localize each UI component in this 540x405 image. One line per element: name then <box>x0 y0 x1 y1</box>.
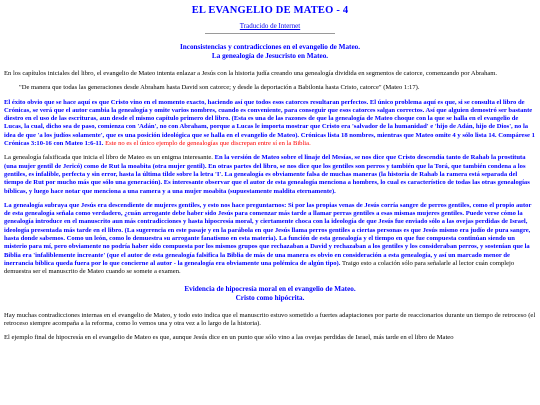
paragraph-enigma <box>4 154 536 195</box>
title-divider <box>205 33 335 34</box>
paragraph-final-example: El ejemplo final de hipocresía en el evangelio de Mateo es que, aunque Jesús dice en un punto que sólo vino a las ovejas perdidas de Israel, más tarde en el libro de Mateo <box>4 334 454 342</box>
paragraph-gentile <box>4 202 536 277</box>
paragraph-intro: En los capítulos iniciales del libro, el evangelio de Mateo intenta enlazar a Jesús con la historia judía creando una genealogía dividida en segmentos de catorce, comenzando por Abraham. <box>4 70 498 77</box>
page-title: EL EVANGELIO DE MATEO - 4 <box>191 5 349 16</box>
section-heading-line: Evidencia de hipocresía moral en el evangelio de Mateo. <box>184 284 356 293</box>
highlighted-text: En la versión de Mateo sobre el linaje del Mesías, se nos dice que Cristo descendía tanto de Rahab la prostituta (una mujer gentil de Jericó) como de Rut la moabita (otra mujer gentil). En otras partes del libro, se nos dice que los gentiles son perros y también que la Torá, que también condena a los gentiles, es infalible, perfecta y sin error, hasta la última tilde sobre la letra 'I'. La genealogía es obviamente falsa de muchas maneras (la historia de Rahab la ramera está separada del tiempo de Rut por mucho más que sólo una generación). Es interesante observar que el autor de esta genealogía menciona a hombres, lo cual es característico de todas las otras genealogías bíblicas, y luego hace notar que menciona a una ramera y a una mujer moabita (supuestamente maldita eternamente). <box>4 154 530 195</box>
plain-text: Traigo esto a colación sólo para señalarle al lector cuán complejo demuestra ser el manuscrito de Mateo cuando se somete a examen. <box>4 259 515 276</box>
highlighted-text: La genealogía subraya que Jesús era descendiente de mujeres gentiles, y esto nos hace preguntarnos: Si por las propias venas de Jesús corría sangre de perros gentiles, como el propio autor de esta genealogía señala como verdadero, ¿cuán arrogante debe haber sido Jesús para comenzar más tarde a llamar perras gentiles a esas mismas mujeres gentiles. Puede verse cómo la genealogía introduce en el manuscrito aun más contradicciones y hasta hipocresía moral, y ciertamente choca con la ideología de que Jesús fue enviado sólo a las ovejas perdidas de Israel, ideología presentada más tarde en el libro. (La sugerencia en este pasaje y en la parábola en que Jesús llama perros gentiles a ciertas personas es que Jesús mismo era judío de pura sangre, hasta donde sabemos. Como un león, como lo demuestra su arrogante fanatismo en esta materia). La función de esta genealogía y el tiempo en que fue compuesta continúan siendo un misterio para mí, pero obviamente no podría haber sido compuesta por los mismos grupos que rechazaban a David y rechazaban a los gentiles y los consideraban perros, y sostenían que la Biblia era 'infaliblemente increante' (que el autor de esta genealogía falsifica la Biblia de más de una manera es obvio en consideración a esta genealogía, y así un marcado menor de inerrancia bíblica queda fuera por lo que concierne al autor - la genealogía era obviamente una polémica de algún tipo). <box>4 201 532 267</box>
plain-text: La genealogía falsificada que inicia el libro de Mateo es un enigma interesante. <box>4 154 213 162</box>
scripture-quote: "De manera que todas las generaciones desde Abraham hasta David son catorce; y desde la deportación a Babilonia hasta Cristo, catorce" (Mateo 1:17). <box>19 84 420 92</box>
section-heading-genealogy <box>4 43 536 61</box>
paragraph-contradictions: Hay muchas contradicciones internas en el evangelio de Mateo, y todo esto indica que el manuscrito estuvo sometido a fuertes adaptaciones por parte de reaccionarios durante un tiempo de retroceso (el retroceso siempre acompaña a la reforma, como lo vemos una y otra vez a lo largo de la historia). <box>4 311 536 327</box>
section-heading-hypocrisy <box>4 285 536 303</box>
section-heading-line: La genealogía de Jesucristo en Mateo. <box>211 52 329 60</box>
section-heading-line: Inconsistencias y contradicciones en el evangelio de Mateo. <box>179 43 361 51</box>
translation-link[interactable]: Traducido de Internet <box>239 22 301 30</box>
paragraph-fourteens <box>4 99 536 149</box>
red-note: Este no es el único ejemplo de genealogías que discrepan entre sí en la Biblia. <box>105 140 311 148</box>
highlighted-text: El éxito obvio que se hace aquí es que Cristo vino en el momento exacto, haciendo así que todos esos catorces resultaran perfectos. El único problema aquí es que, si se consulta el libro de Crónicas, se verá que el autor cambia la genealogía y omite varios nombres, cuando es conveniente, para conseguir que esos catorces salgan correctos. Así que alguien demostró ser bastante diestro en el uso de las escrituras, aun desde el mismo capítulo primero del libro. (Esta es una de las razones de que la genealogía de Mateo choque con la que se halla en el evangelio de Lucas, la cual, dicho sea de paso, comienza con 'Adán', no con Abraham, porque a Lucas le importa mostrar que Cristo era 'salvador de la humanidad' e 'hijo de Adán, hijo de Dios', no la idea de que 'a los judíos solamente', que es una posición ideológica que se halla en el evangelio de Mateo). Crónicas lista 18 nombres, mientras que Mateo omite 4 y sólo lista 14. Compárese 1 Crónicas 3:10-16 con Mateo 1:6-11. <box>4 98 535 148</box>
section-heading-line: Cristo como hipócrita. <box>235 293 305 302</box>
